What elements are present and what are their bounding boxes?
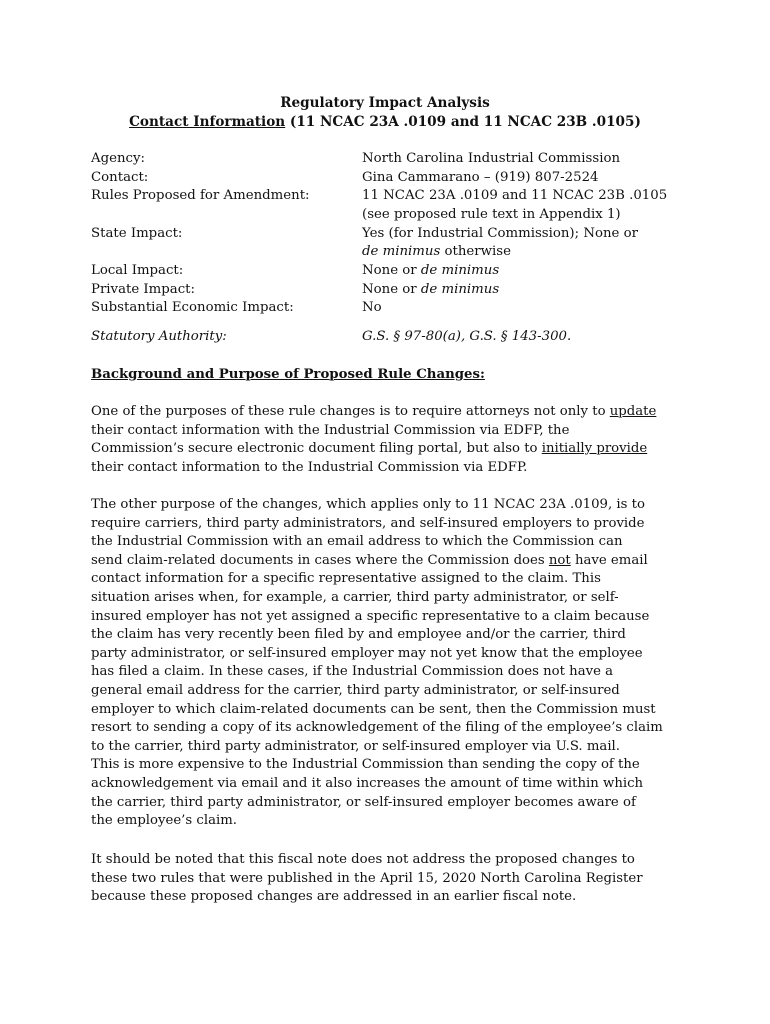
para2-line: This is more expensive to the Industrial Commission than sending the copy of the bbox=[91, 757, 640, 773]
local-impact-label: Local Impact: bbox=[91, 263, 184, 278]
private-impact-label: Private Impact: bbox=[91, 282, 196, 297]
underlined-initially-provide: initially provide bbox=[541, 441, 648, 457]
state-impact-italic: de minimus bbox=[362, 244, 441, 259]
local-impact-italic: de minimus bbox=[420, 263, 500, 278]
subtitle-rest: (11 NCAC 23A .0109 and 11 NCAC 23B .0105) bbox=[285, 114, 641, 130]
para1-line: their contact information to the Industrial Commission via EDFP. bbox=[91, 459, 528, 475]
para2-line: The other purpose of the changes, which applies only to 11 NCAC 23A .0109, is to bbox=[91, 497, 645, 512]
para3-line: It should be noted that this fiscal note does not address the proposed changes to bbox=[91, 852, 635, 867]
private-impact-italic: de minimus bbox=[420, 282, 500, 297]
state-impact-value-cont bbox=[362, 243, 692, 262]
document-title: Regulatory Impact Analysis bbox=[280, 95, 490, 111]
para1-line: One of the purposes of these rule changes is to require attorneys not only to update bbox=[91, 404, 657, 419]
para2-line: the claim has very recently been filed by and employee and/or the carrier, third bbox=[91, 627, 626, 643]
rules-value-note: (see proposed rule text in Appendix 1) bbox=[362, 207, 621, 222]
agency-value: North Carolina Industrial Commission bbox=[362, 151, 621, 166]
para2-line: require carriers, third party administrators, and self-insured employers to provide bbox=[91, 515, 645, 531]
para1-line: their contact information with the Industrial Commission via EDFP, the bbox=[91, 422, 570, 438]
para2-line: insured employer has not yet assigned a specific representative to a claim because bbox=[91, 608, 650, 624]
agency-label: Agency: bbox=[91, 151, 145, 166]
rules-label: Rules Proposed for Amendment: bbox=[91, 188, 310, 203]
para2-line: general email address for the carrier, third party administrator, or self-insured bbox=[91, 682, 620, 698]
para1-line: Commission’s secure electronic document filing portal, but also to initially provide bbox=[91, 441, 648, 457]
section-heading: Background and Purpose of Proposed Rule Changes: bbox=[91, 367, 485, 382]
para3-line: because these proposed changes are addressed in an earlier fiscal note. bbox=[91, 889, 577, 905]
substantial-impact-value: No bbox=[362, 300, 382, 315]
underlined-update: update bbox=[609, 404, 657, 419]
state-impact-value: Yes (for Industrial Commission); None or bbox=[362, 226, 638, 241]
para2-line: has filed a claim. In these cases, if the Industrial Commission does not have a bbox=[91, 664, 614, 680]
paragraph-3 bbox=[91, 851, 691, 907]
substantial-impact-label: Substantial Economic Impact: bbox=[91, 300, 294, 315]
para2-line: to the carrier, third party administrator, or self-insured employer via U.S. mail. bbox=[91, 738, 621, 754]
paragraph-2 bbox=[91, 496, 691, 831]
state-impact-label: State Impact: bbox=[91, 226, 183, 241]
para2-line: employer to which claim-related documents can be sent, then the Commission must bbox=[91, 701, 656, 717]
underlined-not: not bbox=[548, 552, 571, 568]
para2-line: the carrier, third party administrator, or self-insured employer becomes aware of bbox=[91, 794, 636, 810]
contact-label: Contact: bbox=[91, 170, 149, 185]
rules-value: 11 NCAC 23A .0109 and 11 NCAC 23B .0105 bbox=[362, 188, 668, 203]
para2-line: party administrator, or self-insured employer may not yet know that the employee bbox=[91, 645, 643, 661]
paragraph-1 bbox=[91, 403, 691, 477]
subtitle-underlined: Contact Information bbox=[129, 114, 286, 130]
para2-line: acknowledgement via email and it also increases the amount of time within which bbox=[91, 775, 644, 791]
para2-line: resort to sending a copy of its acknowledgement of the filing of the employee’s claim bbox=[91, 720, 663, 736]
para2-line: send claim-related documents in cases where the Commission does not have email bbox=[91, 552, 648, 568]
document-subtitle bbox=[0, 113, 770, 131]
statutory-authority-label: Statutory Authority: bbox=[91, 329, 227, 344]
local-impact-value bbox=[362, 262, 692, 281]
state-impact-rest: otherwise bbox=[440, 244, 511, 259]
local-impact-pre: None or bbox=[362, 263, 421, 278]
para2-line: contact information for a specific representative assigned to the claim. This bbox=[91, 571, 601, 587]
para2-line: the employee’s claim. bbox=[91, 813, 237, 829]
para2-line: situation arises when, for example, a carrier, third party administrator, or self- bbox=[91, 589, 619, 605]
private-impact-pre: None or bbox=[362, 282, 421, 297]
contact-value: Gina Cammarano – (919) 807-2524 bbox=[362, 170, 599, 185]
para2-line: the Industrial Commission with an email address to which the Commission can bbox=[91, 534, 623, 550]
private-impact-value bbox=[362, 281, 692, 300]
statutory-authority-value: G.S. § 97-80(a), G.S. § 143-300. bbox=[362, 329, 572, 344]
para3-line: these two rules that were published in the April 15, 2020 North Carolina Register bbox=[91, 870, 643, 886]
